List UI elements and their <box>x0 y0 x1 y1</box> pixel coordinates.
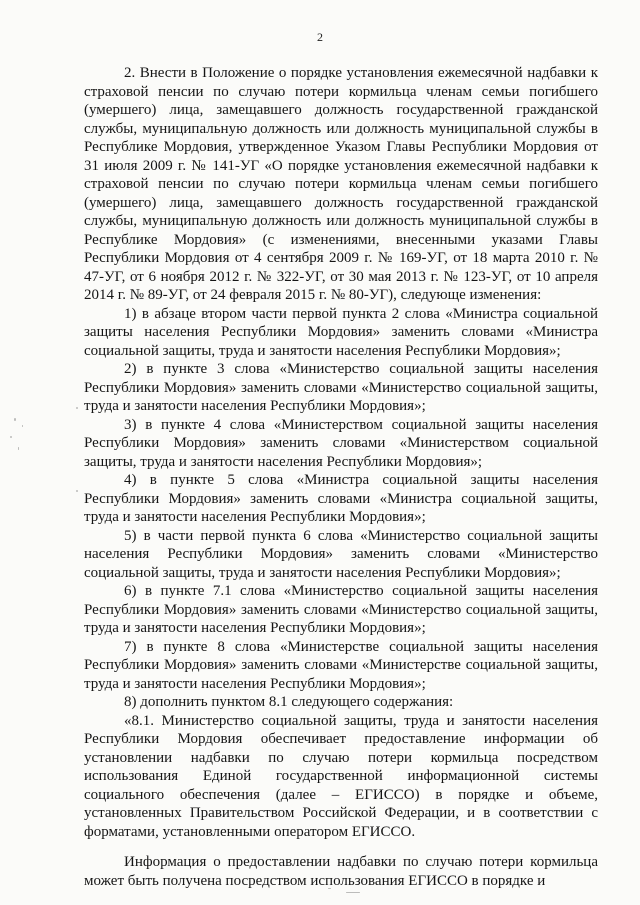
scan-speck <box>346 892 360 893</box>
paragraph-item-8: 8) дополнить пунктом 8.1 следующего содержания: <box>124 694 454 710</box>
page-number: 2 <box>317 30 323 44</box>
paragraph-item-1: 1) в абзаце втором части первой пункта 2 слова «Министра социальной защиты населения Республики Мордовия» заменить словами «Министра социальной защиты, труда и занятости населения Республики Мордовия»; <box>84 305 598 359</box>
paragraph-item-2: 2) в пункте 3 слова «Министерство социальной защиты населения Республики Мордовия» заменить словами «Министерство социальной защиты, труда и занятости населения Республики Мордовия»; <box>84 361 598 414</box>
scan-speck <box>76 490 78 492</box>
paragraph-egisso-info: Информация о предоставлении надбавки по случаю потери кормильца может быть получена посредством использования ЕГИССО в порядке и <box>84 854 598 889</box>
paragraph-item-6: 6) в пункте 7.1 слова «Министерство социальной защиты населения Республики Мордовия» заменить словами «Министерство социальной защиты, труда и занятости населения Республики Мордовия»; <box>84 583 598 636</box>
document-body <box>84 64 598 890</box>
paragraph-item-5: 5) в части первой пункта 6 слова «Министерство социальной защиты населения Республики Мордовия» заменить словами «Министерство социальной защиты, труда и занятости населения Республики Мордовия»; <box>84 527 598 581</box>
scan-speck <box>18 447 19 450</box>
paragraph-item-7: 7) в пункте 8 слова «Министерстве социальной защиты населения Республики Мордовия» заменить словами «Министерстве социальной защиты, труда и занятости населения Республики Мордовия»; <box>84 638 598 692</box>
scan-speck <box>22 425 23 427</box>
paragraph-item-4: 4) в пункте 5 слова «Министра социальной защиты населения Республики Мордовия» заменить словами «Министра социальной защиты, труда и занятости населения Республики Мордовия»; <box>84 472 598 525</box>
paragraph-item-3: 3) в пункте 4 слова «Министерством социальной защиты населения Республики Мордовия» заменить словами «Министерством социальной защиты, труда и занятости населения Республики Мордовия»; <box>84 416 598 470</box>
paragraph-clause-8-1: «8.1. Министерство социальной защиты, труда и занятости населения Республики Мордовия обеспечивает предоставление информации об установлении надбавки по случаю потери кормильца посредством использования Единой государственной информационной системы социального обеспечения (далее – ЕГИССО) в порядке и объеме, установленных Правительством Российской Федерации, и в соответствии с форматами, установленными оператором ЕГИССО. <box>84 712 598 840</box>
paragraph-amendment-intro: 2. Внести в Положение о порядке установления ежемесячной надбавки к страховой пенсии по случаю потери кормильца членам семьи погибшего (умершего) лица, замещавшего должность государственной гражданской службы, муниципальную должность или должность муниципальной службы в Республике Мордовия, утвержденное Указом Главы Республики Мордовия от 31 июля 2009 г. № 141-УГ «О порядке установления ежемесячной надбавки к страховой пенсии по случаю потери кормильца членам семьи погибшего (умершего) лица, замещавшего должность государственной гражданской службы, муниципальную должность или должность муниципальной службы в Республике Мордовия» (с изменениями, внесенными указами Главы Республики Мордовия от 4 сентября 2009 г. № 169-УГ, от 18 марта 2010 г. № 47-УГ, от 6 ноября 2012 г. № 322-УГ, от 30 мая 2013 г. № 123-УГ, от 10 апреля 2014 г. № 89-УГ, от 24 февраля 2015 г. № 80-УГ), следующе изменения: <box>84 65 598 303</box>
scan-speck <box>14 418 16 421</box>
scan-speck <box>328 888 331 889</box>
scan-speck <box>10 436 12 438</box>
scan-speck <box>76 407 78 409</box>
